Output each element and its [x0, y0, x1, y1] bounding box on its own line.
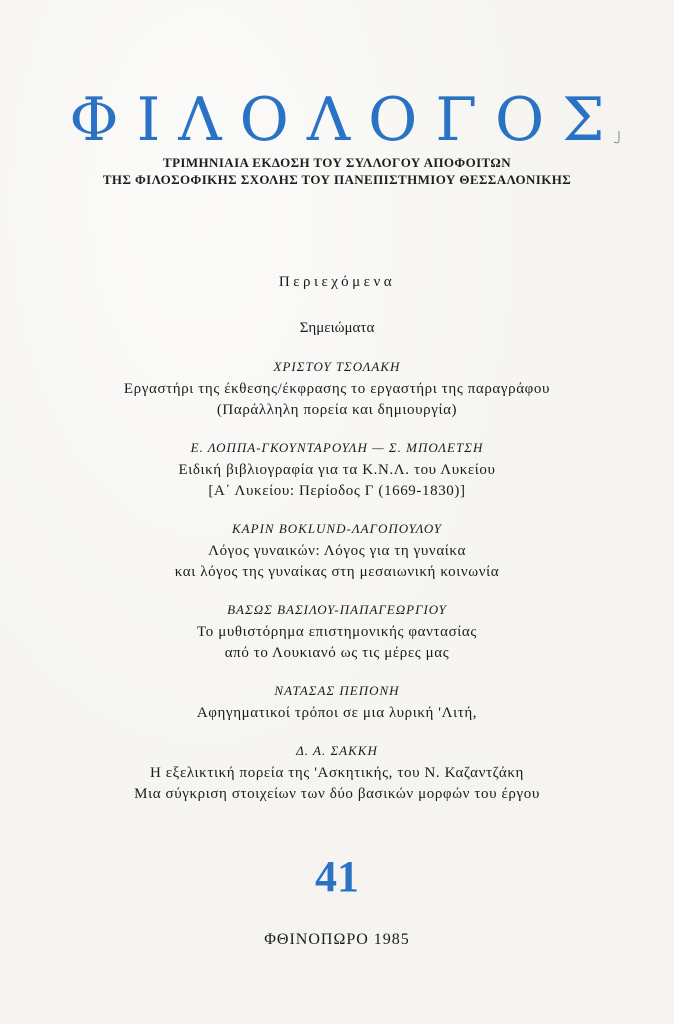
entry-author: ΒΑΣΩΣ ΒΑΣΙΛΟΥ-ΠΑΠΑΓΕΩΡΓΙΟΥ [227, 602, 447, 617]
entry-author: Δ. Α. ΣΑΚΚΗ [296, 743, 378, 758]
toc-entry [0, 358, 674, 421]
masthead [0, 85, 674, 188]
toc-heading: Περιεχόμενα [278, 274, 396, 290]
toc-entry [0, 742, 674, 805]
entry-author: ΧΡΙΣΤΟΥ ΤΣΟΛΑΚΗ [273, 359, 401, 374]
toc-entry [0, 520, 674, 583]
issue-number: 41 [315, 852, 359, 901]
entry-title-line: [Α΄ Λυκείου: Περίοδος Γ (1669-1830)] [208, 483, 466, 499]
entry-title-line: και λόγος της γυναίκας στη μεσαιωνική κοινωνία [174, 564, 500, 580]
subtitle-line-1: ΤΡΙΜΗΝΙΑΙΑ ΕΚΔΟΣΗ ΤΟΥ ΣΥΛΛΟΓΟΥ ΑΠΟΦΟΙΤΩΝ [163, 155, 511, 170]
pen-mark-icon [612, 130, 622, 146]
entry-author: Ε. ΛΟΠΠΑ-ΓΚΟΥΝΤΑΡΟΥΛΗ — Σ. ΜΠΟΛΕΤΣΗ [190, 440, 484, 455]
entry-author: ΝΑΤΑΣΑΣ ΠΕΠΟΝΗ [274, 683, 400, 698]
entry-title-line: Αφηγηματικοί τρόποι σε μια λυρική 'Λιτή, [196, 705, 478, 721]
toc-notes: Σημειώματα [299, 320, 375, 336]
issue-date: ΦΘΙΝΟΠΩΡΟ 1985 [264, 931, 410, 948]
entry-title-line: από το Λουκιανό ως τις μέρες μας [224, 645, 450, 661]
table-of-contents [0, 272, 674, 805]
entry-title-line: Ειδική βιβλιογραφία για τα Κ.Ν.Λ. του Λυκείου [178, 462, 496, 478]
toc-entry [0, 601, 674, 664]
journal-title: ΦΙΛΟΛΟΓΟΣ [69, 85, 623, 155]
entry-title-line: (Παράλληλη πορεία και δημιουργία) [216, 402, 458, 418]
entry-title-line: Εργαστήρι της έκθεσης/έκφρασης το εργαστήρι της παραγράφου [123, 381, 551, 397]
entry-title-line: Το μυθιστόρημα επιστημονικής φαντασίας [197, 624, 477, 640]
entry-title-line: Λόγος γυναικών: Λόγος για τη γυναίκα [208, 543, 466, 559]
entry-title-line: Μια σύγκριση στοιχείων των δύο βασικών μορφών του έργου [134, 786, 540, 802]
entry-title-line: Η εξελικτική πορεία της 'Ασκητικής, του Ν. Καζαντζάκη [149, 765, 524, 781]
entry-author: ΚΑΡΙΝ BOKLUND-ΛΑΓΟΠΟΥΛΟΥ [232, 521, 442, 536]
toc-entry [0, 439, 674, 502]
toc-entry [0, 682, 674, 724]
subtitle-line-2: ΤΗΣ ΦΙΛΟΣΟΦΙΚΗΣ ΣΧΟΛΗΣ ΤΟΥ ΠΑΝΕΠΙΣΤΗΜΙΟΥ ΘΕΣΣΑΛΟΝΙΚΗΣ [102, 172, 572, 187]
